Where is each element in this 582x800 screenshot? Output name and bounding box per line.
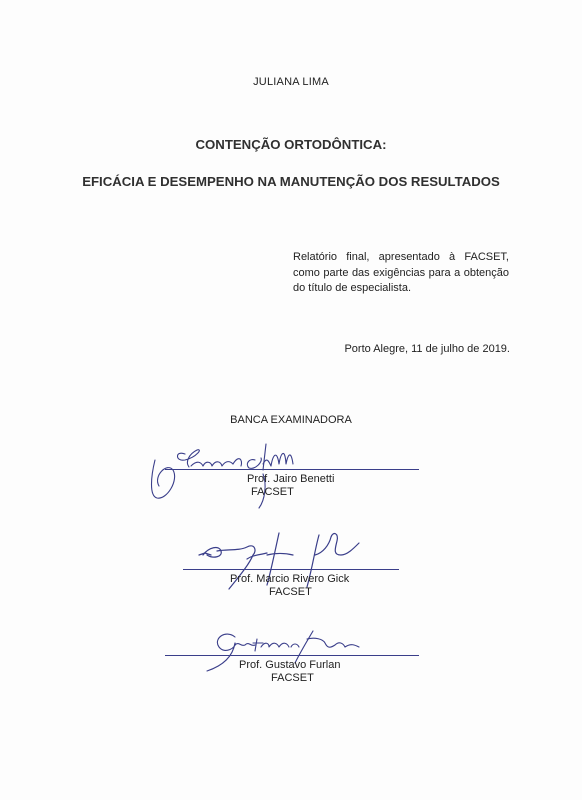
- board-title: BANCA EXAMINADORA: [230, 414, 352, 426]
- place-date: Porto Alegre, 11 de julho de 2019.: [344, 343, 510, 355]
- report-description: Relatório final, apresentado à FACSET, como parte das exigências para a obtenção do título de especialista.: [293, 251, 509, 294]
- board-member-institution: FACSET: [271, 672, 314, 684]
- board-member-name: Prof. Jairo Benetti: [247, 473, 335, 485]
- title-line-2: EFICÁCIA E DESEMPENHO NA MANUTENÇÃO DOS RESULTADOS: [82, 174, 500, 189]
- title-line-1: CONTENÇÃO ORTODÔNTICA:: [195, 137, 387, 152]
- signature-line-3: [165, 655, 419, 656]
- signature-line-1: [165, 469, 419, 470]
- board-member-name: Prof. Marcio Rivero Gick: [230, 573, 350, 585]
- board-member-institution: FACSET: [269, 586, 312, 598]
- signature-line-2: [183, 569, 399, 570]
- board-member-institution: FACSET: [251, 486, 294, 498]
- author-name: JULIANA LIMA: [253, 76, 329, 88]
- board-member-name: Prof. Gustavo Furlan: [239, 659, 341, 671]
